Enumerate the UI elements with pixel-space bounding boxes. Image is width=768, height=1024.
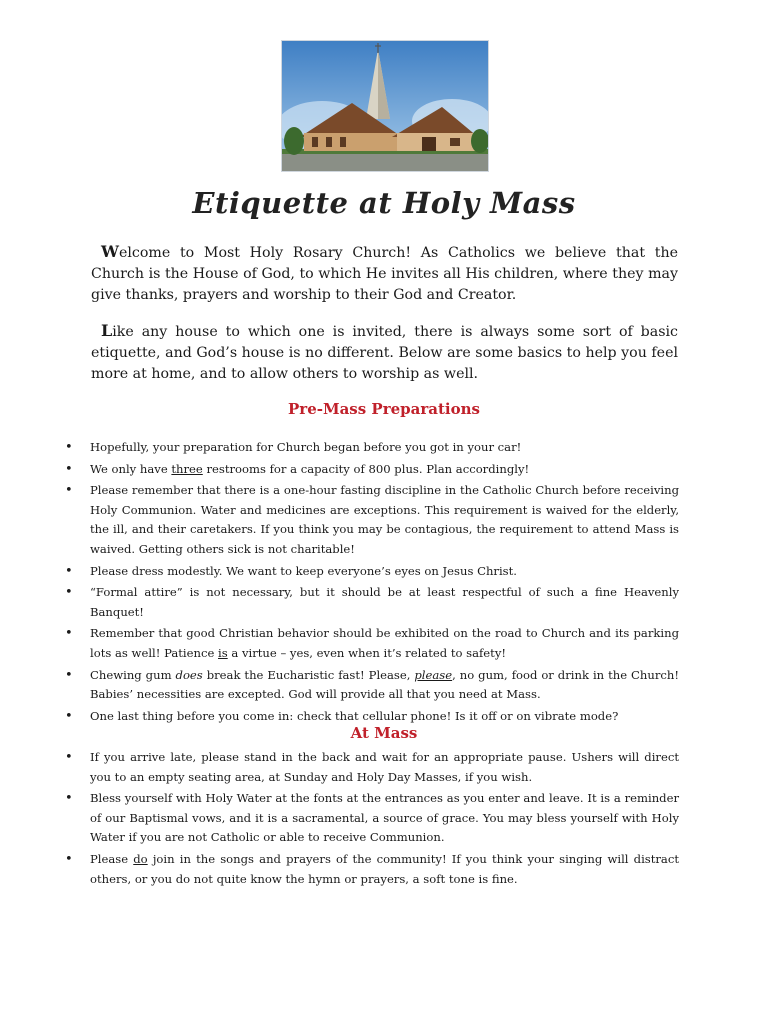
page-title: Etiquette at Holy Mass [192,186,576,220]
list-item: • “Formal attire” is not necessary, but it should be at least respectful of such a fine Heavenly Banquet! [65,583,679,622]
list-item: • If you arrive late, please stand in the back and wait for an appropriate pause. Ushers will direct you to an empty seating area, at Sunday and Holy Day Masses, if you wish. [65,748,679,787]
list-item: • Please do join in the songs and prayers of the community! If you think your singing will distract others, or you do not quite know the hymn or prayers, a soft tone is fine. [65,850,679,889]
emphasis-italic-underline: please [414,667,453,682]
emphasis-underline: is [218,645,228,660]
pre-mass-list [65,438,679,728]
intro-paragraph-etiquette [91,320,678,385]
section-heading-at-mass: At Mass [350,724,418,742]
intro-initial-letter: L [101,321,113,340]
list-item: • Please remember that there is a one-hour fasting discipline in the Catholic Church before receiving Holy Communion. Water and medicines are exceptions. This requirement is waived for the elderly, the ill, and their caretakers. If you think you may be contagious, the requirement to attend Mass is waived. Getting others sick is not charitable! [65,481,679,559]
list-item: • Bless yourself with Holy Water at the fonts at the entrances as you enter and leave. It is a reminder of our Baptismal vows, and it is a sacramental, a source of grace. You may bless yourself with Holy Water if you are not Catholic or able to receive Communion. [65,789,679,848]
list-item: • One last thing before you come in: check that cellular phone! Is it off or on vibrate mode? [65,707,679,727]
section-heading-pre-mass: Pre-Mass Preparations [288,400,480,418]
list-item: • Please dress modestly. We want to keep everyone’s eyes on Jesus Christ. [65,562,679,582]
intro-paragraph-welcome [91,241,678,306]
list-item: • Chewing gum does break the Eucharistic fast! Please, please, no gum, food or drink in the Church! Babies’ necessities are excepted. God will provide all that you need at Mass. [65,666,679,705]
intro-text: elcome to Most Holy Rosary Church! As Catholics we believe that the Church is the House of God, to which He invites all His children, where they may give thanks, prayers and worship to their God and Creator. [91,245,678,303]
list-item: • We only have three restrooms for a capacity of 800 plus. Plan accordingly! [65,460,679,480]
list-item: • Hopefully, your preparation for Church began before you got in your car! [65,438,679,458]
intro-text: ike any house to which one is invited, there is always some sort of basic etiquette, and God’s house is no different. Below are some basics to help you feel more at home, and to allow others to worship as well. [91,324,678,382]
emphasis-underline: do [133,851,148,866]
at-mass-list [65,748,679,891]
list-item: • Remember that good Christian behavior should be exhibited on the road to Church and its parking lots as well! Patience is a virtue – yes, even when it’s related to safety! [65,624,679,663]
church-illustration [282,41,488,171]
emphasis-underline: three [171,461,203,476]
church-photo [281,40,489,172]
intro-initial-letter: W [101,242,119,261]
emphasis-italic: does [175,667,203,682]
